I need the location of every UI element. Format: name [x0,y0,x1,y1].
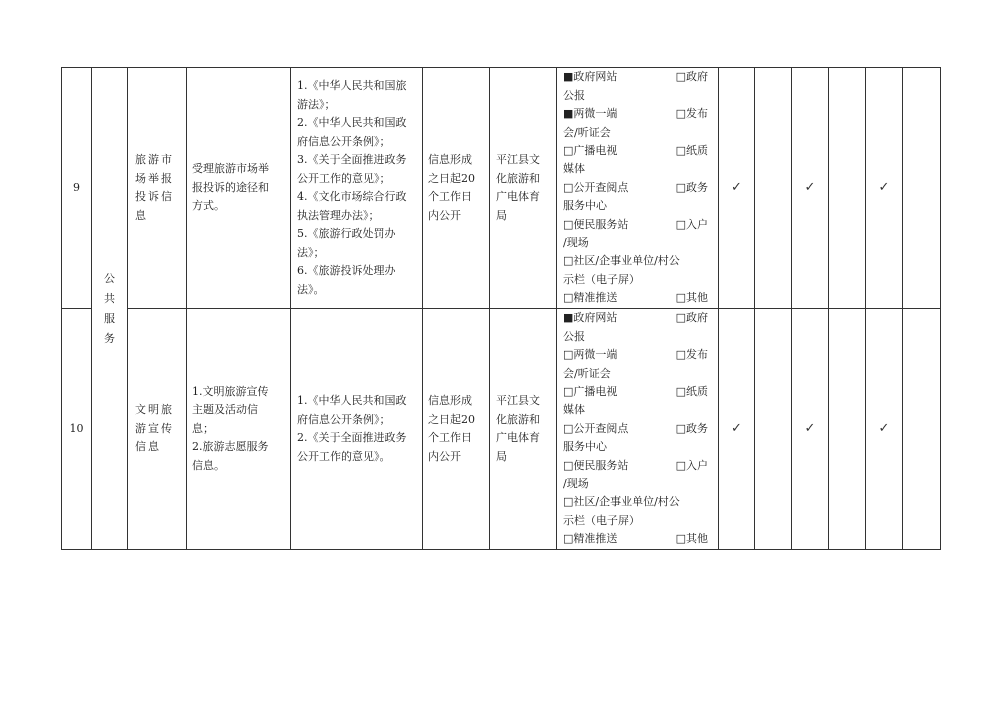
channel-option: □政务 [675,180,708,194]
subject-cell [490,68,557,309]
mark-cell: ✓ [866,309,903,550]
cell-line: 受理旅游市场举 [192,162,269,176]
channel-option: □社区/企事业单位/村公 [563,254,680,268]
channel-option: 公报 [563,329,585,343]
channel-option: □其他 [675,532,708,546]
cell-line: 5.《旅游行政处罚办 [297,227,396,240]
channel-option: □广播电视 [563,384,618,398]
category-cell: 公 共 服 务 [92,68,128,550]
channel-option: □纸质 [675,384,708,398]
channel-option: □入户 [675,217,708,231]
mark-cell [829,309,866,550]
channels-cell [557,68,719,309]
item-name-cell [128,68,187,309]
channel-option: □发布 [675,348,708,362]
channel-option [708,475,714,493]
channels-cell [557,309,719,550]
channel-line [563,346,714,364]
cell-line: 化旅游和 [496,412,540,426]
mark-cell [829,68,866,309]
channel-option: □发布 [675,107,708,121]
channel-option [708,438,714,456]
channel-option: 媒体 [563,162,585,176]
channel-option: □其他 [675,291,708,305]
cell-line: 主题及活动信 [192,403,258,417]
cell-line: 之日起20 [428,171,475,185]
channel-option [708,493,714,511]
cell-line: 方式。 [192,199,225,213]
channel-line [563,179,714,197]
cell-line: 6.《旅游投诉处理办 [297,264,396,277]
mark-cell: ✓ [866,68,903,309]
channel-option [708,252,714,270]
channel-option: □政府 [675,70,708,84]
channel-option: 示栏（电子屏） [563,513,640,527]
mark-cell [903,68,941,309]
channel-line [563,124,714,142]
cell-line: 投诉信 [135,190,174,203]
channel-line [563,234,714,252]
channel-line [563,420,714,438]
cell-line: 信息。 [192,458,225,472]
channel-option: ■政府网站 [563,311,618,325]
channel-option: □社区/企事业单位/村公 [563,495,680,509]
cell-line: 信息形成 [428,153,472,166]
item-name-cell [128,309,187,550]
cell-line: 个工作日 [428,431,472,444]
channel-option [708,160,714,178]
subject-cell [490,309,557,550]
channel-option: 媒体 [563,403,585,417]
channel-option: 服务中心 [563,199,607,213]
cell-line: 1.《中华人民共和国政 [297,394,407,407]
channel-option: 示栏（电子屏） [563,272,640,286]
row-number: 9 [62,68,92,309]
channel-option: □政府 [675,311,708,325]
mark-cell [755,309,792,550]
cell-line: 2.《关于全面推进政务 [297,431,407,444]
cell-line: 1.《中华人民共和国旅 [297,79,407,92]
channel-option [708,271,714,289]
channel-option: 公报 [563,88,585,102]
item-content-cell [187,68,291,309]
mark-cell: ✓ [792,68,829,309]
mark-cell: ✓ [719,68,755,309]
cell-line: 公开工作的意见》； [297,171,391,185]
channel-option [708,401,714,419]
channel-option: □政务 [675,421,708,435]
cell-line: 广电体育 [496,190,540,203]
cell-line: 化旅游和 [496,171,540,185]
channel-line [563,142,714,160]
channel-line [563,105,714,123]
channel-option: □纸质 [675,143,708,157]
table-row [62,68,941,309]
channel-option: □广播电视 [563,143,618,157]
channel-option: □精准推送 [563,532,618,546]
channel-line [563,512,714,530]
channel-option: ■两微一端 [563,107,618,121]
channel-line [563,457,714,475]
cell-line: 平江县文 [496,153,540,166]
cell-line: 广电体育 [496,431,540,444]
cell-line: 3.《关于全面推进政务 [297,153,407,166]
channel-option: □公开查阅点 [563,180,629,194]
channel-option: 服务中心 [563,440,607,454]
cell-line: 执法管理办法》； [297,208,380,222]
cell-line: 信息 [135,440,161,454]
channel-line [563,309,714,327]
channel-option: /现场 [563,236,589,250]
channel-line [563,328,714,346]
time-limit-cell [423,309,490,550]
channel-option: □精准推送 [563,291,618,305]
mark-cell: ✓ [792,309,829,550]
cell-line: 游法》； [297,97,336,111]
channel-line [563,530,714,548]
channel-option: □便民服务站 [563,217,629,231]
cell-line: 信息形成 [428,394,472,407]
channel-line [563,475,714,493]
channel-option [708,87,714,105]
cell-line: 之日起20 [428,412,475,426]
cell-line: 2.旅游志愿服务 [192,440,269,454]
cell-line: 局 [496,449,507,463]
cell-line: 内公开 [428,208,461,222]
channel-line [563,383,714,401]
channel-option: ■政府网站 [563,70,618,84]
channel-option: □公开查阅点 [563,421,629,435]
channel-line [563,252,714,270]
cell-line: 局 [496,208,507,222]
cell-line: 公开工作的意见》。 [297,449,391,463]
channel-line [563,197,714,215]
time-limit-cell [423,68,490,309]
cell-line: 旅游市 [135,153,174,166]
mark-cell [903,309,941,550]
cell-line: 平江县文 [496,394,540,407]
channel-line [563,160,714,178]
cell-line: 游宣传 [135,421,174,435]
cell-line: 4.《文化市场综合行政 [297,190,407,203]
channel-line [563,438,714,456]
channel-option: □两微一端 [563,348,618,362]
table-row [62,309,941,550]
basis-cell [291,68,423,309]
channel-option [708,512,714,530]
channel-option: /现场 [563,477,589,491]
channel-line [563,68,714,86]
cell-line: 1.文明旅游宣传 [192,384,269,398]
item-content-cell [187,309,291,550]
channel-option [708,124,714,142]
basis-cell [291,309,423,550]
channel-line [563,365,714,383]
channel-option [708,328,714,346]
channel-option: □便民服务站 [563,458,629,472]
row-number: 10 [62,309,92,550]
mark-cell [755,68,792,309]
channel-option [708,365,714,383]
cell-line: 府信息公开条例》； [297,134,391,148]
channel-line [563,216,714,234]
cell-line: 法》； [297,245,325,259]
channel-option: □入户 [675,458,708,472]
channel-line [563,401,714,419]
cell-line: 府信息公开条例》； [297,412,391,426]
channel-option: 会/听证会 [563,125,611,139]
disclosure-table [61,67,941,550]
channel-option [708,234,714,252]
channel-line [563,87,714,105]
channel-line [563,271,714,289]
channel-line [563,289,714,307]
mark-cell: ✓ [719,309,755,550]
cell-line: 个工作日 [428,190,472,203]
channel-line [563,493,714,511]
cell-line: 报投诉的途径和 [192,180,269,194]
cell-line: 法》。 [297,282,325,296]
cell-line: 息 [135,208,148,222]
cell-line: 场举报 [135,171,174,185]
cell-line: 息； [192,421,214,435]
cell-line: 内公开 [428,449,461,463]
cell-line: 文明旅 [135,403,174,417]
channel-option: 会/听证会 [563,366,611,380]
channel-option [708,197,714,215]
cell-line: 2.《中华人民共和国政 [297,116,407,129]
